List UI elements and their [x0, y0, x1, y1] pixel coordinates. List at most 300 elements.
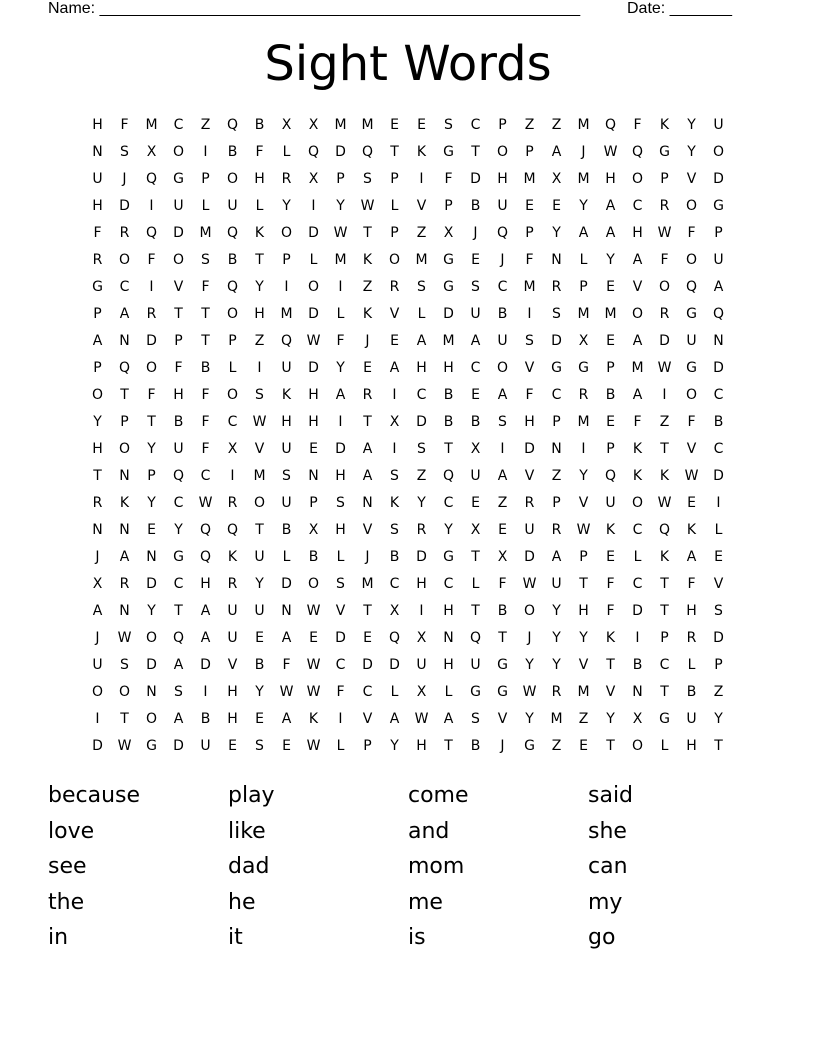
grid-letter: R	[416, 521, 427, 538]
grid-letter: A	[200, 629, 211, 646]
grid-letter: O	[685, 197, 698, 214]
grid-letter: I	[716, 494, 721, 511]
grid-letter: L	[336, 305, 345, 322]
grid-letter: Q	[172, 629, 185, 646]
grid-letter: U	[227, 197, 238, 214]
grid-letter: T	[606, 737, 615, 754]
grid-letter: C	[173, 494, 184, 511]
word-bank-item: and	[408, 818, 450, 844]
grid-letter: Y	[336, 359, 345, 376]
grid-letter: W	[306, 656, 321, 673]
grid-letter: G	[713, 197, 724, 214]
grid-letter: L	[714, 521, 723, 538]
grid-letter: H	[92, 116, 103, 133]
grid-letter: E	[309, 440, 318, 457]
grid-letter: R	[551, 278, 562, 295]
grid-letter: O	[91, 386, 104, 403]
grid-letter: Y	[174, 521, 183, 538]
grid-letter: W	[657, 224, 672, 241]
word-bank-item: go	[588, 925, 616, 950]
word-bank-item: dad	[228, 854, 270, 879]
grid-letter: Y	[525, 656, 534, 673]
grid-letter: O	[496, 359, 509, 376]
grid-letter: N	[281, 602, 292, 619]
grid-letter: F	[336, 332, 345, 349]
grid-letter: W	[657, 359, 672, 376]
grid-letter: C	[362, 683, 373, 700]
grid-letter: I	[338, 710, 343, 727]
grid-letter: L	[282, 548, 291, 565]
grid-letter: T	[120, 386, 129, 403]
grid-letter: H	[443, 602, 454, 619]
grid-letter: R	[146, 305, 157, 322]
grid-letter: H	[605, 170, 616, 187]
grid-letter: F	[660, 251, 669, 268]
grid-letter: E	[606, 278, 615, 295]
grid-letter: W	[333, 224, 348, 241]
grid-letter: M	[523, 278, 536, 295]
grid-letter: H	[254, 305, 265, 322]
grid-letter: Z	[578, 710, 589, 727]
grid-letter: H	[335, 521, 346, 538]
grid-letter: P	[660, 170, 669, 187]
grid-letter: U	[227, 602, 238, 619]
grid-letter: W	[117, 629, 132, 646]
grid-letter: F	[201, 413, 210, 430]
grid-letter: T	[660, 683, 669, 700]
grid-letter: D	[632, 602, 643, 619]
grid-letter: O	[631, 494, 644, 511]
grid-letter: O	[118, 683, 131, 700]
grid-letter: N	[551, 251, 562, 268]
grid-letter: I	[500, 440, 505, 457]
grid-letter: E	[498, 521, 507, 538]
grid-letter: I	[284, 278, 289, 295]
grid-letter: U	[470, 656, 481, 673]
grid-letter: Y	[579, 629, 588, 646]
grid-letter: F	[687, 413, 696, 430]
grid-letter: D	[713, 467, 724, 484]
grid-letter: O	[388, 251, 401, 268]
word-bank-item: it	[228, 925, 243, 950]
grid-letter: O	[226, 305, 239, 322]
grid-letter: V	[389, 305, 400, 322]
grid-letter: C	[443, 494, 454, 511]
grid-letter: M	[577, 305, 590, 322]
grid-letter: S	[714, 602, 723, 619]
grid-letter: B	[308, 548, 319, 565]
grid-letter: K	[389, 494, 400, 511]
grid-letter: T	[714, 737, 723, 754]
word-bank-item: is	[408, 925, 426, 950]
grid-letter: Q	[469, 629, 482, 646]
grid-letter: H	[524, 413, 535, 430]
grid-letter: C	[173, 575, 184, 592]
grid-letter: B	[497, 602, 508, 619]
grid-letter: B	[227, 251, 238, 268]
grid-letter: E	[255, 710, 264, 727]
grid-letter: Q	[280, 332, 293, 349]
grid-letter: X	[389, 413, 400, 430]
grid-letter: M	[631, 359, 644, 376]
grid-letter: O	[253, 494, 266, 511]
grid-letter: R	[92, 251, 103, 268]
grid-letter: F	[687, 224, 696, 241]
grid-letter: P	[606, 440, 615, 457]
grid-letter: A	[497, 386, 508, 403]
grid-letter: T	[363, 224, 372, 241]
grid-letter: F	[498, 575, 507, 592]
grid-letter: C	[551, 386, 562, 403]
grid-letter: D	[335, 440, 346, 457]
grid-letter: C	[713, 440, 724, 457]
grid-letter: H	[92, 197, 103, 214]
header	[48, 0, 748, 20]
grid-letter: Q	[685, 278, 698, 295]
grid-letter: Z	[200, 116, 211, 133]
grid-letter: U	[524, 521, 535, 538]
grid-letter: L	[336, 548, 345, 565]
grid-letter: M	[604, 305, 617, 322]
grid-letter: I	[203, 683, 208, 700]
grid-letter: R	[119, 575, 130, 592]
word-bank-item: me	[408, 889, 443, 915]
grid-letter: T	[174, 602, 183, 619]
grid-letter: O	[280, 224, 293, 241]
grid-letter: Y	[390, 737, 399, 754]
grid-letter: A	[173, 710, 184, 727]
grid-letter: D	[470, 170, 481, 187]
grid-letter: M	[253, 467, 266, 484]
grid-letter: P	[660, 629, 669, 646]
grid-letter: A	[551, 143, 562, 160]
grid-letter: X	[551, 170, 562, 187]
grid-letter: C	[173, 116, 184, 133]
word-bank-item: love	[48, 818, 95, 844]
grid-letter: O	[631, 305, 644, 322]
word-bank-item: come	[408, 783, 469, 808]
grid-letter: P	[147, 467, 156, 484]
grid-letter: R	[362, 386, 373, 403]
grid-letter: R	[281, 170, 292, 187]
word-bank	[48, 780, 768, 958]
grid-letter: F	[93, 224, 102, 241]
grid-letter: W	[117, 737, 132, 754]
grid-letter: K	[362, 305, 373, 322]
grid-letter: I	[635, 629, 640, 646]
word-bank-item: the	[48, 889, 85, 915]
grid-letter: O	[685, 251, 698, 268]
grid-letter: D	[146, 332, 157, 349]
grid-letter: S	[255, 386, 264, 403]
grid-letter: V	[632, 278, 643, 295]
grid-letter: D	[173, 737, 184, 754]
grid-letter: C	[632, 575, 643, 592]
grid-letter: R	[551, 521, 562, 538]
grid-letter: E	[390, 332, 399, 349]
grid-letter: E	[525, 197, 534, 214]
grid-letter: W	[306, 332, 321, 349]
grid-letter: N	[632, 683, 643, 700]
grid-letter: T	[660, 440, 669, 457]
grid-letter: H	[632, 224, 643, 241]
grid-letter: O	[91, 683, 104, 700]
grid-letter: B	[254, 656, 265, 673]
grid-letter: B	[497, 305, 508, 322]
grid-letter: E	[606, 332, 615, 349]
grid-letter: U	[713, 251, 724, 268]
grid-letter: X	[308, 116, 319, 133]
grid-letter: L	[255, 197, 264, 214]
grid-letter: Y	[552, 224, 561, 241]
grid-letter: F	[120, 116, 129, 133]
grid-letter: D	[92, 737, 103, 754]
grid-letter: J	[95, 629, 100, 646]
grid-letter: K	[254, 224, 265, 241]
grid-letter: N	[362, 494, 373, 511]
grid-letter: Z	[551, 467, 562, 484]
grid-letter: S	[336, 494, 345, 511]
grid-letter: Y	[714, 710, 723, 727]
grid-letter: D	[443, 305, 454, 322]
grid-letter: G	[173, 548, 184, 565]
name-field-label: Name: ______________________________________________________	[48, 0, 581, 17]
grid-letter: A	[92, 602, 103, 619]
grid-letter: D	[200, 656, 211, 673]
grid-letter: N	[551, 440, 562, 457]
grid-letter: G	[686, 359, 697, 376]
grid-letter: A	[173, 656, 184, 673]
grid-letter: B	[632, 656, 643, 673]
grid-letter: X	[470, 521, 481, 538]
grid-letter: E	[255, 629, 264, 646]
word-bank-item: my	[588, 889, 623, 915]
grid-letter: F	[687, 575, 696, 592]
grid-letter: U	[92, 170, 103, 187]
grid-letter: G	[497, 656, 508, 673]
grid-letter: Y	[147, 440, 156, 457]
grid-letter: U	[686, 332, 697, 349]
grid-letter: S	[471, 278, 480, 295]
grid-letter: Y	[417, 494, 426, 511]
grid-letter: C	[659, 656, 670, 673]
grid-letter: L	[390, 197, 399, 214]
grid-letter: Q	[442, 467, 455, 484]
grid-letter: X	[146, 143, 157, 160]
grid-letter: S	[336, 575, 345, 592]
grid-letter: P	[201, 170, 210, 187]
grid-letter: S	[363, 170, 372, 187]
grid-letter: U	[686, 710, 697, 727]
grid-letter: K	[362, 251, 373, 268]
grid-letter: D	[713, 359, 724, 376]
grid-letter: H	[254, 170, 265, 187]
grid-letter: Q	[145, 224, 158, 241]
grid-letter: V	[362, 521, 373, 538]
grid-letter: C	[416, 386, 427, 403]
word-bank-item: she	[588, 818, 627, 844]
grid-letter: Q	[604, 116, 617, 133]
grid-letter: W	[306, 683, 321, 700]
grid-letter: Z	[551, 737, 562, 754]
grid-letter: Y	[147, 494, 156, 511]
grid-letter: I	[230, 467, 235, 484]
grid-letter: O	[307, 575, 320, 592]
grid-letter: M	[550, 710, 563, 727]
grid-letter: I	[149, 278, 154, 295]
grid-letter: K	[281, 386, 292, 403]
grid-letter: N	[92, 521, 103, 538]
grid-letter: G	[578, 359, 589, 376]
grid-letter: Q	[658, 521, 671, 538]
grid-letter: J	[500, 737, 505, 754]
grid-letter: N	[119, 467, 130, 484]
grid-letter: E	[417, 116, 426, 133]
grid-letter: H	[227, 710, 238, 727]
grid-letter: J	[365, 332, 370, 349]
grid-letter: D	[335, 629, 346, 646]
grid-letter: K	[119, 494, 130, 511]
grid-letter: P	[498, 116, 507, 133]
grid-letter: Y	[255, 683, 264, 700]
grid-letter: U	[254, 602, 265, 619]
grid-letter: G	[470, 683, 481, 700]
grid-letter: U	[200, 737, 211, 754]
word-bank-item: play	[228, 783, 275, 808]
grid-letter: A	[119, 305, 130, 322]
grid-letter: X	[416, 683, 427, 700]
grid-letter: Y	[525, 710, 534, 727]
grid-letter: P	[120, 413, 129, 430]
grid-letter: N	[119, 332, 130, 349]
grid-letter: D	[713, 170, 724, 187]
grid-letter: R	[524, 494, 535, 511]
grid-letter: T	[471, 548, 480, 565]
grid-letter: U	[713, 116, 724, 133]
grid-letter: C	[632, 521, 643, 538]
grid-letter: Y	[255, 575, 264, 592]
grid-letter: P	[525, 224, 534, 241]
grid-letter: X	[578, 332, 589, 349]
grid-letter: B	[200, 359, 211, 376]
grid-letter: T	[120, 710, 129, 727]
grid-letter: R	[551, 683, 562, 700]
grid-letter: D	[146, 656, 157, 673]
grid-letter: H	[335, 467, 346, 484]
grid-letter: N	[146, 548, 157, 565]
grid-letter: P	[525, 143, 534, 160]
grid-letter: B	[389, 548, 400, 565]
grid-letter: O	[118, 251, 131, 268]
grid-letter: Q	[118, 359, 131, 376]
grid-letter: O	[631, 170, 644, 187]
grid-letter: V	[362, 710, 373, 727]
grid-letter: X	[497, 548, 508, 565]
grid-letter: P	[579, 548, 588, 565]
word-bank-item: see	[48, 854, 87, 879]
grid-letter: Y	[552, 656, 561, 673]
grid-letter: V	[524, 359, 535, 376]
grid-letter: H	[497, 170, 508, 187]
grid-letter: C	[227, 413, 238, 430]
grid-letter: H	[686, 602, 697, 619]
grid-letter: G	[443, 278, 454, 295]
grid-letter: Q	[361, 143, 374, 160]
grid-letter: N	[119, 602, 130, 619]
grid-letter: Y	[444, 521, 453, 538]
grid-letter: B	[470, 737, 481, 754]
grid-letter: D	[551, 332, 562, 349]
grid-letter: A	[497, 467, 508, 484]
grid-letter: Q	[226, 278, 239, 295]
grid-letter: Y	[687, 143, 696, 160]
grid-letter: Z	[524, 116, 535, 133]
grid-letter: T	[606, 656, 615, 673]
grid-letter: E	[714, 548, 723, 565]
grid-letter: W	[252, 413, 267, 430]
grid-letter: Z	[497, 494, 508, 511]
grid-letter: L	[336, 737, 345, 754]
grid-letter: T	[255, 251, 264, 268]
grid-letter: A	[578, 224, 589, 241]
grid-letter: H	[227, 683, 238, 700]
grid-letter: O	[172, 143, 185, 160]
grid-letter: O	[145, 359, 158, 376]
grid-letter: C	[389, 575, 400, 592]
grid-letter: A	[443, 710, 454, 727]
grid-letter: S	[498, 413, 507, 430]
grid-letter: U	[281, 440, 292, 457]
grid-letter: F	[147, 386, 156, 403]
grid-letter: Q	[145, 170, 158, 187]
grid-letter: O	[172, 251, 185, 268]
grid-letter: V	[227, 656, 238, 673]
grid-letter: Z	[551, 116, 562, 133]
grid-letter: W	[198, 494, 213, 511]
grid-letter: R	[659, 305, 670, 322]
grid-letter: B	[173, 413, 184, 430]
grid-letter: F	[255, 143, 264, 160]
word-search-grid	[84, 111, 732, 759]
grid-letter: A	[632, 332, 643, 349]
grid-letter: I	[392, 386, 397, 403]
grid-letter: J	[95, 548, 100, 565]
grid-letter: J	[527, 629, 532, 646]
grid-letter: B	[605, 386, 616, 403]
word-bank-item: like	[228, 818, 266, 844]
grid-letter: K	[605, 629, 616, 646]
grid-letter: A	[362, 467, 373, 484]
grid-letter: G	[173, 170, 184, 187]
grid-letter: U	[281, 359, 292, 376]
grid-letter: Q	[199, 521, 212, 538]
grid-letter: E	[471, 251, 480, 268]
grid-letter: N	[146, 683, 157, 700]
grid-letter: W	[279, 683, 294, 700]
grid-letter: A	[605, 197, 616, 214]
grid-letter: G	[551, 359, 562, 376]
grid-letter: T	[498, 629, 507, 646]
grid-letter: A	[119, 548, 130, 565]
grid-letter: W	[414, 710, 429, 727]
word-bank-item: in	[48, 925, 69, 950]
grid-letter: I	[338, 413, 343, 430]
grid-letter: E	[471, 494, 480, 511]
grid-letter: A	[362, 440, 373, 457]
grid-letter: M	[577, 116, 590, 133]
grid-letter: H	[173, 386, 184, 403]
grid-letter: F	[201, 440, 210, 457]
